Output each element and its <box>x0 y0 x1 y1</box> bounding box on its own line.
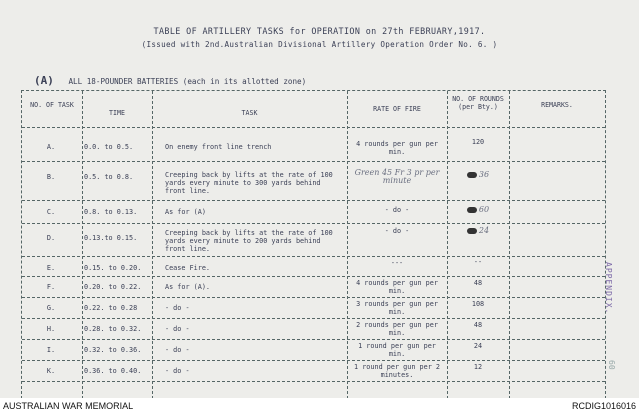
rounds-count-handwritten: 36 <box>478 170 490 179</box>
rate-of-fire-handwritten: Green 45 Fr 3 pr per minute <box>354 168 440 185</box>
record-id: RCDIG1016016 <box>571 401 636 411</box>
task-description: Cease Fire. <box>165 264 211 272</box>
rounds-count <box>449 171 507 179</box>
task-description: - do - <box>165 346 190 354</box>
task-description: - do - <box>165 325 190 333</box>
table-row <box>22 360 605 382</box>
task-description: Creeping back by lifts at the rate of 100 yards every minute to 300 yards behind front line. <box>165 171 333 195</box>
table-row <box>22 223 605 257</box>
task-time: 0.0. to 0.5. <box>84 143 134 151</box>
table-row <box>22 297 605 319</box>
task-time: 0.13.to 0.15. <box>84 234 138 242</box>
document-subtitle: (Issued with 2nd.Australian Divisional Artillery Operation Order No. 6. ) <box>141 40 498 49</box>
table-row <box>22 339 605 361</box>
task-description: As for (A). <box>165 283 211 291</box>
task-letter: B. <box>46 173 56 181</box>
task-letter: A. <box>46 143 56 151</box>
task-description: - do - <box>165 304 190 312</box>
task-description: Creeping back by lifts at the rate of 100 yards every minute to 200 yards behind front line. <box>165 229 333 253</box>
task-time: 0.15. to 0.20. <box>84 264 142 272</box>
table-row <box>22 200 605 224</box>
task-letter: C. <box>46 208 56 216</box>
task-description: - do - <box>165 367 190 375</box>
appendix-stamp: APPENDIX. <box>604 262 613 315</box>
rate-of-fire: 4 rounds per gun per min. <box>356 140 438 156</box>
rounds-count: -- <box>473 258 483 266</box>
rounds-count <box>449 227 507 235</box>
section-marker: (A) <box>34 74 54 87</box>
rounds-count <box>449 206 507 214</box>
section-heading-text: ALL 18-POUNDER BATTERIES (each in its allotted zone) <box>68 77 307 86</box>
ink-blot <box>467 228 477 234</box>
institution-name: AUSTRALIAN WAR MEMORIAL <box>3 401 134 411</box>
rounds-count: 48 <box>473 321 483 329</box>
table-row <box>22 127 605 162</box>
rounds-count: 12 <box>473 363 483 371</box>
task-time: 0.22. to 0.28 <box>84 304 138 312</box>
rate-of-fire: 1 round per gun per 2 minutes. <box>354 363 440 379</box>
header-task-number: NO. OF TASK <box>30 101 74 109</box>
task-time: 0.28. to 0.32. <box>84 325 142 333</box>
task-letter: K. <box>46 367 56 375</box>
header-rate-of-fire: RATE OF FIRE <box>373 105 421 113</box>
task-time: 0.36. to 0.40. <box>84 367 142 375</box>
task-letter: G. <box>46 304 56 312</box>
rate-of-fire: - do - <box>384 206 410 214</box>
task-letter: D. <box>46 234 56 242</box>
task-time: 0.8. to 0.13. <box>84 208 138 216</box>
section-heading <box>34 74 306 87</box>
rounds-count: 108 <box>471 300 485 308</box>
task-letter: F. <box>46 283 56 291</box>
table-row <box>22 256 605 277</box>
header-task: TASK <box>241 109 258 117</box>
rounds-count: 48 <box>473 279 483 287</box>
task-letter: E. <box>46 264 56 272</box>
table-row <box>22 318 605 340</box>
archive-footer <box>0 398 639 415</box>
document-title: TABLE OF ARTILLERY TASKS for OPERATION on 27th FEBRUARY,1917. <box>153 26 486 36</box>
ink-blot <box>467 207 477 213</box>
rounds-count-handwritten: 24 <box>478 226 490 235</box>
rate-of-fire: --- <box>390 259 404 267</box>
task-time: 0.5. to 0.8. <box>84 173 134 181</box>
table-row <box>22 276 605 298</box>
task-description: As for (A) <box>165 208 206 216</box>
rounds-count-handwritten: 60 <box>478 205 490 214</box>
task-letter: I. <box>46 346 56 354</box>
page-number: 60 <box>607 360 616 370</box>
header-remarks: REMARKS. <box>541 101 573 109</box>
header-rounds: NO. OF ROUNDS (per Bty.) <box>452 95 504 111</box>
rounds-count: 120 <box>471 138 485 146</box>
task-time: 0.32. to 0.36. <box>84 346 142 354</box>
rate-of-fire: 4 rounds per gun per min. <box>356 279 438 295</box>
rate-of-fire: 2 rounds per gun per min. <box>356 321 438 337</box>
rounds-count: 24 <box>473 342 483 350</box>
task-description: On enemy front line trench <box>165 143 272 151</box>
task-letter: H. <box>46 325 56 333</box>
header-time: TIME <box>109 109 125 117</box>
ink-blot <box>467 172 477 178</box>
rate-of-fire: 1 round per gun per min. <box>358 342 436 358</box>
table-row <box>22 161 605 201</box>
rate-of-fire: - do - <box>384 227 410 235</box>
task-time: 0.20. to 0.22. <box>84 283 142 291</box>
tasks-table <box>21 90 606 399</box>
table-header <box>22 91 605 128</box>
rate-of-fire: 3 rounds per gun per min. <box>356 300 438 316</box>
